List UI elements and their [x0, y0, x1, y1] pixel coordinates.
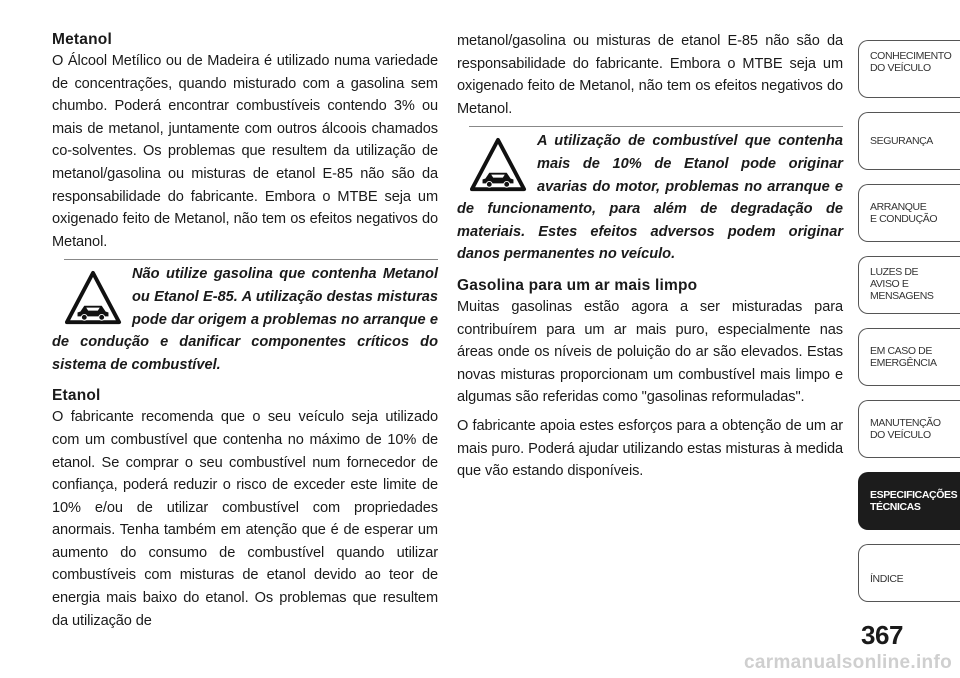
tab-luzes-de-aviso[interactable]	[858, 256, 960, 314]
tab-label: E CONDUÇÃO	[870, 213, 938, 225]
tab-seguranca[interactable]	[858, 112, 960, 170]
continued-paragraph: metanol/gasolina ou misturas de etanol E-85 não são da responsabilidade do fabricante. Embora o MTBE seja um oxigenado feito de Metanol, não tem os efeitos negativos do Metanol.	[457, 33, 843, 117]
warning-box-metanol	[52, 259, 438, 376]
tab-label: EM CASO DE	[870, 345, 932, 357]
tab-label: MENSAGENS	[870, 290, 934, 302]
section-heading-clean-air: Gasolina para um ar mais limpo	[457, 276, 698, 294]
tab-label: EMERGÊNCIA	[870, 357, 937, 369]
right-column	[457, 30, 843, 489]
warning-box-etanol	[457, 126, 843, 266]
section-heading-etanol: Etanol	[52, 387, 101, 405]
tab-label: ESPECIFICAÇÕES	[870, 489, 958, 501]
left-column	[52, 30, 438, 638]
tab-label: ÍNDICE	[870, 573, 904, 585]
section-heading-metanol: Metanol	[52, 31, 112, 48]
warning-rule	[64, 259, 438, 260]
tab-label: DO VEÍCULO	[870, 429, 931, 441]
watermark: carmanualsonline.info	[744, 652, 952, 673]
tab-arranque-e-conducao[interactable]	[858, 184, 960, 242]
tab-label: SEGURANÇA	[870, 135, 933, 147]
tab-label: AVISO E	[870, 278, 909, 290]
etanol-paragraph: O fabricante recomenda que o seu veículo seja utilizado com um combustível que contenha no máximo de 10% de etanol. Se comprar o seu combustível num fornecedor de confiança, poderá reduzir o risco de exceder este limite de 10% e/ou de utilizar combustível com propriedades anormais. Tenha também em atenção que é de esperar um aumento do consumo de combustível quando utilizar combustíveis com misturas de etanol devido ao teor de energia mais baixo do etanol. Os problemas que resultem da utilização de	[52, 409, 438, 629]
tab-label: LUZES DE	[870, 266, 919, 278]
tab-label: TÉCNICAS	[870, 501, 921, 513]
tab-label: MANUTENÇÃO	[870, 417, 941, 429]
metanol-paragraph: O Álcool Metílico ou de Madeira é utilizado numa variedade de concentrações, quando misturado com a gasolina sem chumbo. Poderá encontrar combustíveis contendo 3% ou mais de metanol, juntamente com outros álcoois chamados co-solventes. Os problemas que resultem da utilização de metanol/gasolina ou misturas de etanol E-85 não são da responsabilidade do fabricante. Embora o MTBE seja um oxigenado feito de Metanol, não tem os efeitos negativos do Metanol.	[52, 53, 438, 250]
clean-air-paragraph-2: O fabricante apoia estes esforços para a obtenção de um ar mais puro. Poderá ajudar utilizando estas misturas à medida que vão estando disponíveis.	[457, 417, 843, 480]
warning-triangle-car-icon	[64, 269, 122, 327]
warning-text-metanol: Não utilize gasolina que contenha Metanol ou Etanol E-85. A utilização destas misturas pode dar origem a problemas no arranque e de condução e danificar componentes críticos do sistema de combustível.	[52, 266, 438, 373]
tab-label: ARRANQUE	[870, 201, 927, 213]
clean-air-paragraph-1: Muitas gasolinas estão agora a ser misturadas para contribuírem para um ar mais puro, especialmente nas áreas onde os níveis de poluição do ar são elevados. Estas novas misturas proporcionam um combustível mais limpo e algumas são referidas como "gasolinas reformuladas".	[457, 298, 843, 406]
tab-conhecimento-do-veiculo[interactable]	[858, 40, 960, 98]
warning-triangle-car-icon	[469, 136, 527, 194]
tab-em-caso-de-emergencia[interactable]	[858, 328, 960, 386]
tab-label: CONHECIMENTO	[870, 50, 952, 62]
warning-text-etanol: A utilização de combustível que contenha mais de 10% de Etanol pode originar avarias do motor, problemas no arranque e de funcionamento, para além de degradação de materiais. Estes efeitos adversos podem originar danos permanentes no veículo.	[457, 133, 843, 263]
tab-manutencao-do-veiculo[interactable]	[858, 400, 960, 458]
warning-rule	[469, 126, 843, 127]
page-number: 367	[861, 620, 903, 650]
tab-especificacoes-tecnicas[interactable]	[858, 472, 960, 530]
tab-indice[interactable]	[858, 544, 960, 602]
tab-label: DO VEÍCULO	[870, 62, 931, 74]
